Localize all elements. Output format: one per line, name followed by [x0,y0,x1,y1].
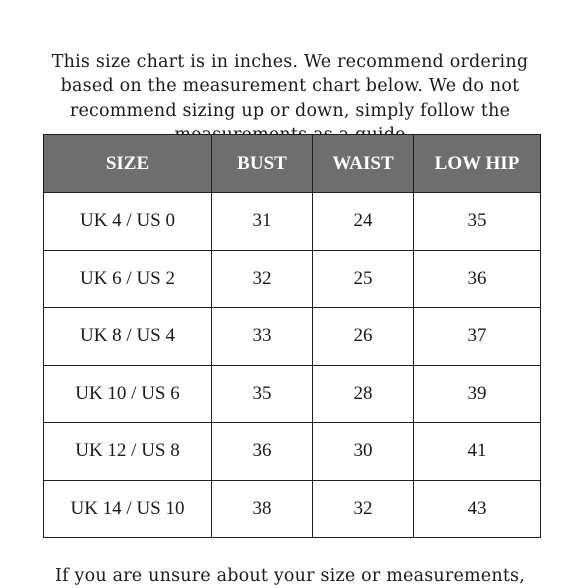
table-row [44,193,541,251]
bust-cell: 31 [212,193,313,251]
size-cell: UK 8 / US 4 [44,308,212,366]
size-cell: UK 14 / US 10 [44,480,212,538]
bust-cell: 38 [212,480,313,538]
size-cell: UK 6 / US 2 [44,250,212,308]
bust-cell: 32 [212,250,313,308]
low-hip-cell: 39 [414,365,541,423]
size-chart-table [43,134,541,538]
low-hip-cell: 37 [414,308,541,366]
size-cell: UK 4 / US 0 [44,193,212,251]
low-hip-cell: 41 [414,423,541,481]
size-cell: UK 12 / US 8 [44,423,212,481]
waist-cell: 32 [313,480,414,538]
bust-cell: 33 [212,308,313,366]
size-cell: UK 10 / US 6 [44,365,212,423]
table-row [44,365,541,423]
table-row [44,250,541,308]
header-low-hip: LOW HIP [414,135,541,193]
low-hip-cell: 43 [414,480,541,538]
waist-cell: 28 [313,365,414,423]
waist-cell: 30 [313,423,414,481]
header-size: SIZE [44,135,212,193]
header-waist: WAIST [313,135,414,193]
waist-cell: 25 [313,250,414,308]
bust-cell: 36 [212,423,313,481]
waist-cell: 24 [313,193,414,251]
header-bust: BUST [212,135,313,193]
intro-text: This size chart is in inches. We recommend ordering based on the measurement chart below. We do not recommend sizing up or down, simply follow the [30,50,550,148]
table-row [44,423,541,481]
low-hip-cell: 35 [414,193,541,251]
table-row [44,308,541,366]
table-row [44,480,541,538]
low-hip-cell: 36 [414,250,541,308]
table-header-row [44,135,541,193]
waist-cell: 26 [313,308,414,366]
footer-text: If you are unsure about your size or measurements, [30,564,550,588]
bust-cell: 35 [212,365,313,423]
